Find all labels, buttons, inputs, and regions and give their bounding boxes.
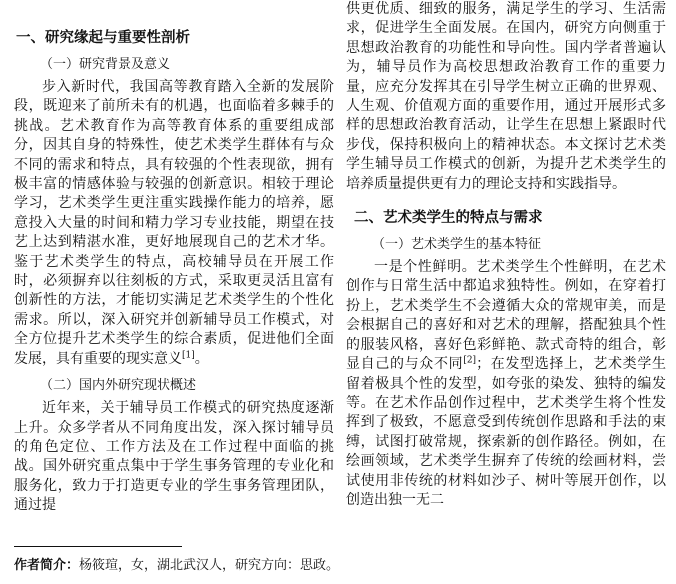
left-column <box>14 0 334 516</box>
footnote-divider <box>14 546 182 547</box>
right-column <box>346 0 666 510</box>
section-heading: 二、艺术类学生的特点与需求 <box>354 210 543 227</box>
citation-marker[interactable]: [1] <box>182 350 195 361</box>
subsection-heading: （一）艺术类学生的基本特征 <box>372 237 542 253</box>
author-note <box>14 557 339 575</box>
paragraph-text: ；在发型选择上，艺术类学生留着极具个性的发型，如夸张的染发、独特的编发等。在艺术作品创作过程中，艺术类学生将个性发挥到了极致，不愿意受到传统创作思路和手法的束缚，试图打破常规，探索新的创作路径。例如，在绘画领域，艺术类学生摒弃了传统的绘画材料，尝试使用非传统的材料如沙子、树叶等展开创作，以创造出独一无二 <box>346 356 667 508</box>
paragraph: 近年来，关于辅导员工作模式的研究热度逐渐上升。众多学者从不同角度出发，深入探讨辅导员的角色定位、工作方法及在工作过程中面临的挑战。国外研究重点集中于学生事务管理的专业化和服务化，致力于打造更专业的学生事务管理团队，通过提 <box>14 400 334 514</box>
citation-marker[interactable]: [2] <box>463 355 477 366</box>
author-note-label: 作者简介： <box>14 558 80 573</box>
paragraph-end: 。 <box>194 350 209 367</box>
section-heading: 一、研究缘起与重要性剖析 <box>16 30 190 46</box>
subsection-heading: （二）国内外研究现状概述 <box>40 378 197 394</box>
paragraph-text: 步入新时代，我国高等教育踏入全新的发展阶段，既迎来了前所未有的机遇，也面临着多棘手的挑战。艺术教育作为高等教育体系的重要组成部分，因其自身的特殊性，使艺术类学生群体有与众不同的需求和特点，具有较强的个性表现欲，拥有极丰富的情感体验与较强的创新意识。相较于理论学习，艺术类学生更注重实践操作能力的培养，愿意投入大量的时间和精力学习专业技能，期望在技艺上达到精湛水准，更好地展现自己的艺术才华。鉴于艺术类学生的特点，高校辅导员在开展工作时，必须摒弃以往刻板的方式，采取更灵活且富有创新性的方法，才能切实满足艺术类学生的个性化需求。所以，深入研究并创新辅导员工作模式，对全方位提升艺术类学生的综合素质，促进他们全面发展，具有重要的现实意义 <box>14 79 334 367</box>
author-note-text: 杨筱瑄，女，湖北武汉人，研究方向：思政。 <box>79 558 340 573</box>
paragraph-text: 一是个性鲜明。艺术类学生个性鲜明，在艺术创作与日常生活中都追求独特性。例如，在穿着打扮上，艺术类学生不会遵循大众的常规审美，而是会根据自己的喜好和对艺术的理解，搭配独具个性的服装风格，喜好色彩鲜艳、款式奇特的组合，彰显自己的与众不同 <box>346 259 666 373</box>
subsection-heading: （一）研究背景及意义 <box>40 57 171 72</box>
paragraph <box>346 258 666 510</box>
paragraph <box>14 78 334 369</box>
paragraph-continued: 供更优质、细致的服务，满足学生的学习、生活需求，促进学生全面发展。在国内，研究方向侧重于思想政治教育的功能性和导向性。国内学者普遍认为，辅导员作为高校思想政治教育工作的重要力量，应充分发挥其在引导学生树立正确的世界观、人生观、价值观方面的重要作用，通过开展形式多样的思想政治教育活动，让学生在思想上紧跟时代步伐，保持积极向上的精神状态。本文探讨艺术类学生辅导员工作模式的创新，为提升艺术类学生的培养质量提供更有力的理论支持和实践指导。 <box>346 1 666 192</box>
